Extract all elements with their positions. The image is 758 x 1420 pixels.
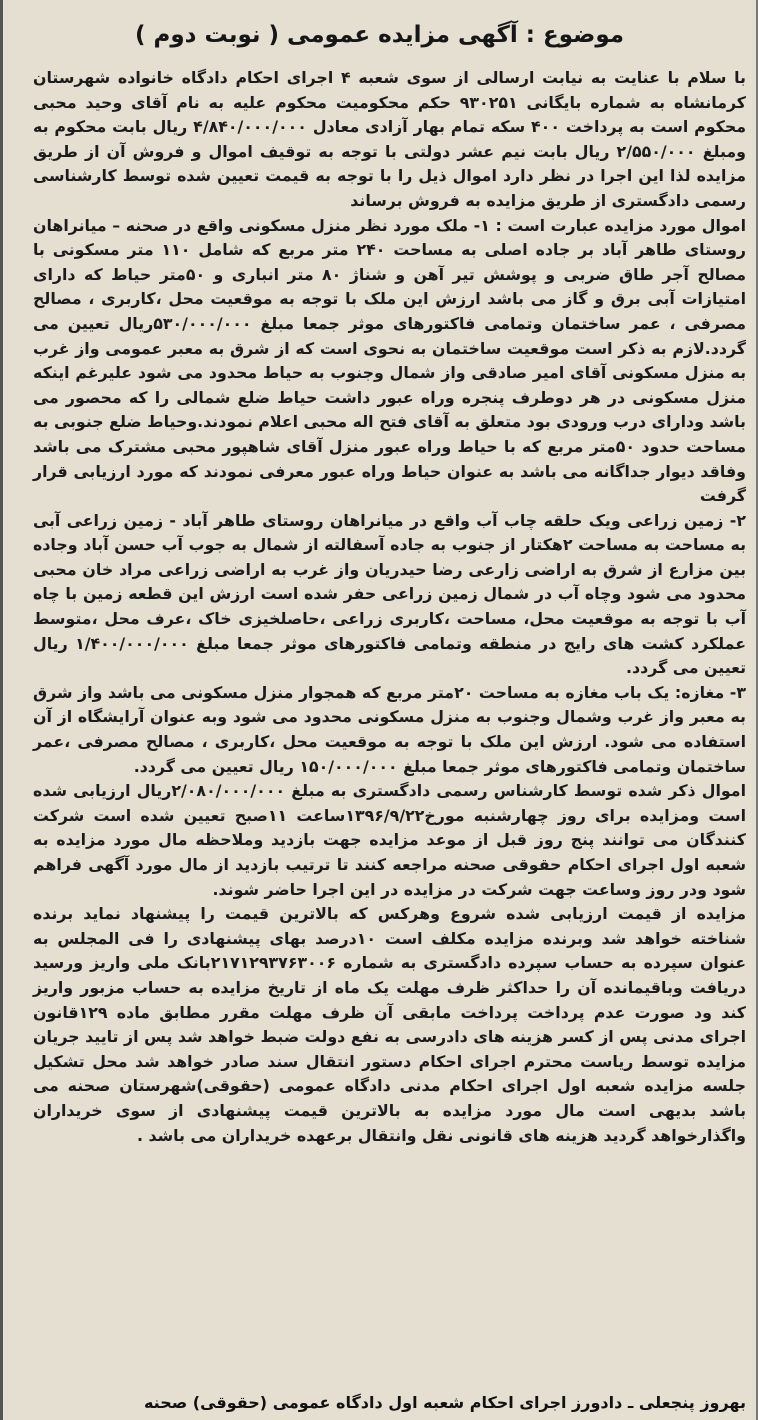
- item-2-farmland-paragraph: ۲- زمین زراعی ویک حلقه چاب آب واقع در میانراهان روستای طاهر آباد - زمین زراعی آبی به مساحت به مساحت ۲هکتار از جنوب به جاده آسفالته از شمال به جوب آب حسن آباد وجاده بین مزارع از شرق به اراضی زارعی رضا حیدریان واز غرب به اراضی زراعی مراد خان محبی محدود می شود وچاه آب در شمال زمین زراعی حفر شده است ارزش این قطعه زمین با چاه آب با توجه به موقعیت محل، مساحت ،کاربری زراعی ،حاصلخیزی خاک ،عرف محل ،متوسط عملکرد کشت های رایج در منطقه وتمامی فاکتورهای موثر جمعا مبلغ ۱/۴۰۰/۰۰۰/۰۰۰ ریال تعیین می گردد.: [33, 510, 747, 678]
- item-3-shop-paragraph: ۳- مغازه: یک باب مغازه به مساحت ۲۰متر مربع که همجوار منزل مسکونی می باشد واز شرق به معبر واز غرب وشمال وجنوب به منزل مسکونی محدود می شود وبه عنوان آرایشگاه از آن استفاده می شود. ارزش این ملک با توجه به موقعیت محل ،کاربری ، مصالح مصرفی ،عمر ساختمان وتمامی فاکتورهای موثر جمعا مبلغ ۱۵۰/۰۰۰/۰۰۰ ریال تعیین می گردد.: [33, 682, 746, 776]
- notice-title: موضوع : آگهی مزایده عمومی ( نوبت دوم ): [135, 22, 624, 48]
- notice-body: [33, 66, 746, 1148]
- item-1-house-paragraph: اموال مورد مزایده عبارت است : ۱- ملک مورد نظر منزل مسکونی واقع در صحنه – میانراهان روستای طاهر آباد بر جاده اصلی به مساحت ۲۴۰ متر مربع که شامل ۱۱۰ متر مسکونی با مصالح آجر طاق ضربی و پوشش تیر آهن و شناژ ۸۰ متر انباری و ۵۰متر حیاط که دارای امتیازات آبی برق و گاز می باشد ارزش این ملک با توجه به موقعیت محل ،کاربری ، مصالح مصرفی ، عمر ساختمان وتمامی فاکتورهای موثر جمعا مبلغ ۵۳۰/۰۰۰/۰۰۰ریال تعیین می گردد.لازم به ذکر است موقعیت ساختمان به نحوی است که از شرق به معبر عمومی واز غرب به منزل مسکونی آقای امیر صادقی واز شمال وجنوب به حیاط محدود می شود علیرغم اینکه منزل مسکونی در هر دوطرف پنجره وراه عبور داشت حیاط ضلع شمالی را که محصور می باشد ودارای درب ورودی بود متعلق به آقای فتح اله محبی اعلام نمودند.وحیاط ضلع جنوبی به مساحت حدود ۵۰متر مربع که با حیاط وراه عبور منزل آقای شاهپور محبی مشترک می باشد وفاقد دیوار جداگانه می باشد به عنوان حیاط وراه عبور معرفی نمودند که مورد ارزیابی قرار گرفت: [33, 215, 747, 506]
- intro-paragraph: با سلام با عنایت به نیابت ارسالی از سوی شعبه ۴ اجرای احکام دادگاه خانواده شهرستان کرمانشاه به شماره بایگانی ۹۳۰۲۵۱ حکم محکومیت محکوم علیه به نام آقای وحید محبی محکوم است به پرداخت ۴۰۰ سکه تمام بهار آزادی معادل ۴/۸۴۰/۰۰۰/۰۰۰ ریال بابت محکوم به ومبلغ ۲/۵۵۰/۰۰۰ ریال بابت نیم عشر دولتی با توجه به توقیف اموال و فروش آن از طریق مزایده لذا این اجرا در نظر دارد اموال ذیل را با توجه به قیمت تعیین شده توسط کارشناسی رسمی دادگستری از طریق مزایده به فروش برساند: [33, 68, 747, 210]
- auction-terms-paragraph: مزایده از قیمت ارزیابی شده شروع وهرکس که بالاترین قیمت را پیشنهاد نماید برنده شناخته خواهد شد وبرنده مزایده مکلف است ۱۰درصد بهای پیشنهادی را فی المجلس به عنوان سپرده به حساب سپرده دادگستری به شماره ۲۱۷۱۲۹۳۷۶۳۰۰۶بانک ملی واریز ورسید دریافت وباقیمانده آن را حداکثر ظرف مهلت یک ماه از تاریخ مزایده به حساب مزبور واریز کند ود صورت عدم پرداخت پرداخت مابقی آن ظرف مهلت مقرر مطابق ماده ۱۲۹قانون اجرای مدنی پس از کسر هزینه های دادرسی به نفع دولت ضبط خواهد شد پس از تایید جریان مزایده توسط ریاست محترم اجرای احکام دستور انتقال سند صادر خواهد شد محل تشکیل جلسه مزایده شعبه اول اجرای احکام مدنی دادگاه عمومی (حقوقی)شهرستان صحنه می باشد بدیهی است مال مورد مزایده به بالاترین قیمت پیشنهادی از سوی خریداران واگذارخواهد گردید هزینه های قانونی نقل وانتقال برعهده خریداران می باشد .: [33, 904, 747, 1145]
- signature-line: بهروز پنجعلی ـ دادورز اجرای احکام شعبه اول دادگاه عمومی (حقوقی) صحنه: [143, 1393, 746, 1412]
- auction-date-paragraph: اموال ذکر شده توسط کارشناس رسمی دادگستری به مبلغ ۲/۰۸۰/۰۰۰/۰۰۰ریال ارزیابی شده است ومزایده برای روز چهارشنبه مورخ۱۳۹۶/۹/۲۲ساعت ۱۱صبح تعیین شده است شرکت کنندگان می توانند پنج روز قبل از موعد مزایده جهت بازدید وملاحظه مال مورد مزایده به شعبه اول اجرای احکام حقوقی صحنه مراجعه کنند تا ترتیب بازدید از مال مورد آگهی فراهم شود ودر روز وساعت جهت شرکت در مزایده در این اجرا حاضر شوند.: [33, 781, 747, 899]
